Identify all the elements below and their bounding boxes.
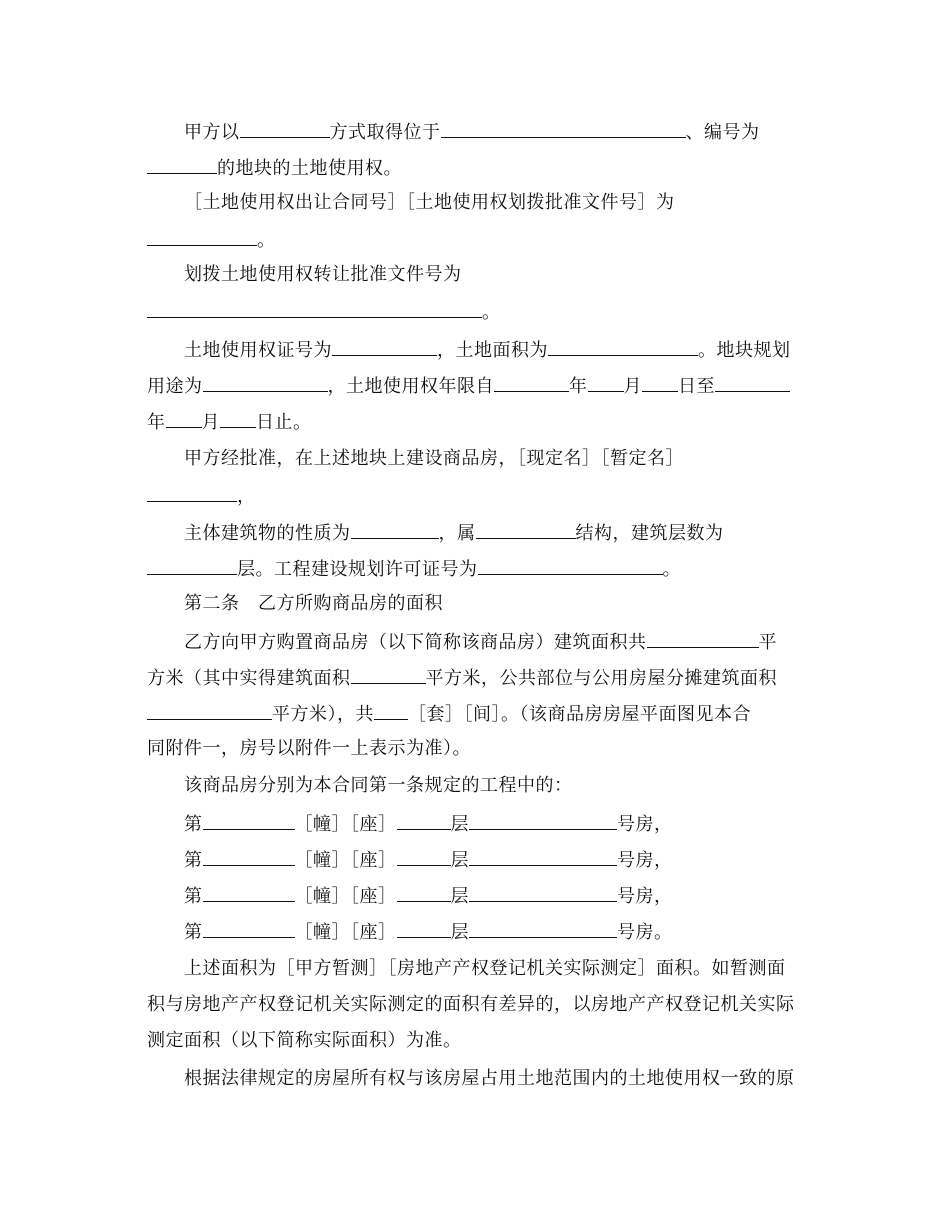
text: 号房， [617, 886, 673, 907]
text: 。 [662, 559, 681, 580]
text: 层。工程建设规划许可证号为 [237, 559, 478, 580]
paragraph-contract-number [184, 191, 675, 215]
blank-field[interactable] [642, 373, 678, 392]
text: 日止。 [256, 412, 312, 433]
text: 。地块规划 [698, 340, 791, 361]
text: 年 [147, 412, 166, 433]
blank-field[interactable] [374, 701, 408, 720]
blank-field[interactable] [203, 811, 295, 830]
text: 积与房地产产权登记机关实际测定的面积有差异的，以房地产产权登记机关实际 [147, 994, 795, 1015]
text: 土地使用权证号为 [184, 340, 332, 361]
paragraph-area-measurement-cont [147, 993, 795, 1017]
blank-field[interactable] [469, 919, 617, 938]
unit-row [184, 847, 673, 873]
blank-field[interactable] [469, 847, 617, 866]
blank-field[interactable] [147, 701, 272, 720]
text: ［幢］［座］ [294, 922, 397, 943]
blank-field[interactable] [203, 373, 328, 392]
blank-field[interactable] [397, 811, 451, 830]
paragraph-area-cont2 [147, 701, 751, 727]
text: ，土地面积为 [437, 340, 548, 361]
blank-field[interactable] [203, 883, 295, 902]
text: 第 [184, 814, 203, 835]
blank-field[interactable] [548, 337, 698, 356]
text: 日至 [678, 376, 715, 397]
blank-field[interactable] [715, 373, 790, 392]
blank-field[interactable] [476, 520, 576, 539]
text: 上述面积为［甲方暂测］［房地产产权登记机关实际测定］面积。如暂测面 [184, 958, 786, 979]
text: ［套］［间］。（该商品房房屋平面图见本合 [408, 704, 751, 725]
paragraph-building-name [184, 447, 684, 471]
blank-field[interactable] [147, 556, 237, 575]
text: 。 [257, 230, 276, 251]
blank-field[interactable] [469, 883, 617, 902]
paragraph-land-acquisition [184, 119, 760, 145]
blank-field[interactable] [351, 665, 426, 684]
text: 月 [623, 376, 642, 397]
text: 层 [450, 922, 469, 943]
blank-field[interactable] [494, 373, 569, 392]
paragraph-land-certificate [184, 337, 791, 363]
text: 平 [758, 632, 777, 653]
paragraph-contract-number-cont [147, 227, 276, 253]
blank-field[interactable] [351, 520, 439, 539]
text: 年 [569, 376, 588, 397]
blank-field[interactable] [397, 919, 451, 938]
blank-field[interactable] [147, 155, 217, 174]
paragraph-building-nature-cont [147, 556, 681, 582]
text: 甲方经批准，在上述地块上建设商品房，［现定名］［暂定名］ [184, 448, 684, 469]
text: 号房， [617, 814, 673, 835]
blank-field[interactable] [147, 227, 257, 246]
paragraph-land-certificate-cont [147, 373, 790, 399]
text: 层 [450, 850, 469, 871]
text: 层 [450, 814, 469, 835]
text: 划拨土地使用权转让批准文件号为 [184, 264, 462, 285]
text: ［土地使用权出让合同号］［土地使用权划拨批准文件号］为 [184, 192, 675, 213]
paragraph-legal-basis [184, 1067, 795, 1091]
text: 同附件一，房号以附件一上表示为准）。 [147, 738, 471, 759]
unit-row [184, 811, 673, 837]
text: ，土地使用权年限自 [327, 376, 494, 397]
text: 月 [201, 412, 220, 433]
text: 乙方向甲方购置商品房（以下简称该商品房）建筑面积共 [184, 632, 647, 653]
text: 的地块的土地使用权。 [217, 158, 402, 179]
text: ，属 [438, 523, 476, 544]
blank-field[interactable] [332, 337, 437, 356]
text: 用途为 [147, 376, 203, 397]
text: 第 [184, 886, 203, 907]
paragraph-transfer-approval-cont [147, 299, 501, 325]
paragraph-transfer-approval [184, 263, 462, 287]
text: 根据法律规定的房屋所有权与该房屋占用土地范围内的土地使用权一致的原 [184, 1068, 795, 1089]
text: 第 [184, 922, 203, 943]
blank-field[interactable] [147, 483, 237, 502]
paragraph-area-measurement-cont2 [147, 1029, 462, 1053]
blank-field[interactable] [397, 847, 451, 866]
text: ［幢］［座］ [294, 814, 397, 835]
text: 该商品房分别为本合同第一条规定的工程中的： [184, 775, 573, 796]
text: ［幢］［座］ [294, 886, 397, 907]
blank-field[interactable] [478, 556, 663, 575]
blank-field[interactable] [147, 299, 482, 318]
blank-field[interactable] [397, 883, 451, 902]
paragraph-area-measurement [184, 957, 786, 981]
text: 甲方以 [184, 122, 240, 143]
text: ， [237, 486, 256, 507]
text: 号房。 [617, 922, 673, 943]
text: 测定面积（以下简称实际面积）为准。 [147, 1030, 462, 1051]
blank-field[interactable] [588, 373, 624, 392]
text: 。 [482, 302, 501, 323]
paragraph-land-certificate-cont2 [147, 409, 312, 435]
text: 层 [450, 886, 469, 907]
blank-field[interactable] [220, 409, 256, 428]
text: 第二条 乙方所购商品房的面积 [184, 593, 443, 614]
blank-field[interactable] [469, 811, 617, 830]
text: 平方米），共 [272, 704, 374, 725]
paragraph-building-name-cont [147, 483, 256, 509]
text: ［幢］［座］ [294, 850, 397, 871]
paragraph-area-cont3 [147, 737, 471, 761]
blank-field[interactable] [203, 847, 295, 866]
paragraph-area-cont [147, 665, 777, 691]
paragraph-unit-intro [184, 774, 573, 798]
text: 方米（其中实得建筑面积 [147, 668, 351, 689]
text: 、编号为 [685, 122, 760, 143]
unit-row [184, 883, 673, 909]
paragraph-land-acquisition-cont [147, 155, 402, 181]
blank-field[interactable] [166, 409, 202, 428]
text: 主体建筑物的性质为 [184, 523, 351, 544]
paragraph-area [184, 629, 777, 655]
article-2-heading [184, 592, 443, 616]
paragraph-building-nature [184, 520, 724, 546]
blank-field[interactable] [240, 119, 330, 138]
blank-field[interactable] [441, 119, 686, 138]
unit-row [184, 919, 673, 945]
text: 方式取得位于 [329, 122, 441, 143]
text: 结构，建筑层数为 [575, 523, 724, 544]
blank-field[interactable] [203, 919, 295, 938]
text: 号房， [617, 850, 673, 871]
text: 第 [184, 850, 203, 871]
blank-field[interactable] [647, 629, 759, 648]
text: 平方米，公共部位与公用房屋分摊建筑面积 [425, 668, 777, 689]
